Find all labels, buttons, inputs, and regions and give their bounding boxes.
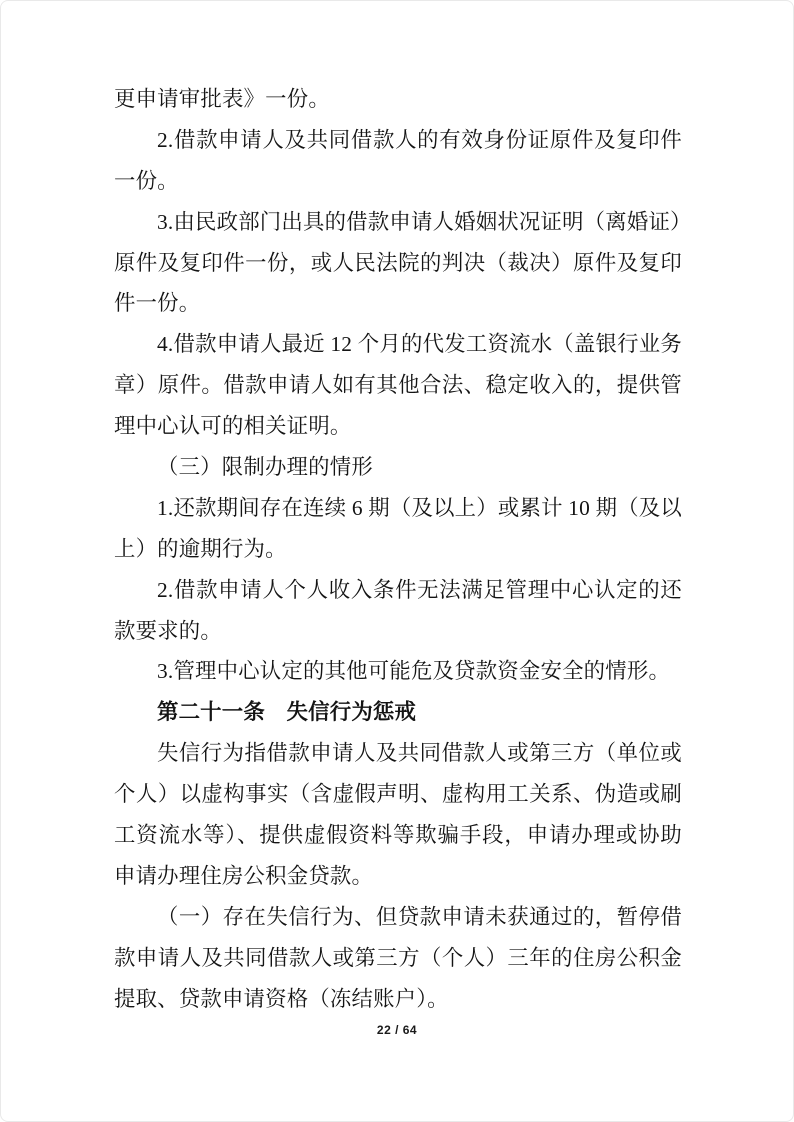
text-line: 工资流水等）、提供虚假资料等欺骗手段，申请办理或协助 [114, 823, 682, 848]
text-line: 3.管理中心认定的其他可能危及贷款资金安全的情形。 [157, 659, 671, 684]
text-line: 一份。 [114, 168, 179, 193]
document-content [114, 79, 692, 1019]
text-line: 上）的逾期行为。 [114, 536, 287, 561]
text-line: 原件及复印件一份，或人民法院的判决（裁决）原件及复印 [114, 250, 682, 275]
text-line: 更申请审批表》一份。 [114, 87, 330, 111]
article-heading: 第二十一条 失信行为惩戒 [157, 700, 417, 725]
text-line: （三）限制办理的情形 [157, 455, 373, 480]
page-footer [1, 1021, 793, 1039]
text-line: 提取、贷款申请资格（冻结账户）。 [114, 986, 449, 1011]
text-line: 章）原件。借款申请人如有其他合法、稳定收入的，提供管 [114, 373, 682, 398]
text-line: （一）存在失信行为、但贷款申请未获通过的，暂停借 [157, 904, 682, 929]
text-line: 个人）以虚构事实（含虚假声明、虚构用工关系、伪造或刷 [114, 782, 682, 807]
text-line: 件一份。 [114, 291, 201, 316]
text-line: 4.借款申请人最近 12 个月的代发工资流水（盖银行业务 [157, 332, 682, 357]
page-number: 22 / 64 [376, 1023, 418, 1037]
text-line: 申请办理住房公积金贷款。 [114, 863, 374, 888]
text-line: 1.还款期间存在连续 6 期（及以上）或累计 10 期（及以 [157, 495, 682, 520]
text-line: 3.由民政部门出具的借款申请人婚姻状况证明（离婚证） [157, 209, 692, 234]
text-line: 失信行为指借款申请人及共同借款人或第三方（单位或 [157, 741, 682, 766]
text-line: 2.借款申请人个人收入条件无法满足管理中心认定的还 [157, 577, 682, 602]
text-line: 2.借款申请人及共同借款人的有效身份证原件及复印件 [157, 127, 682, 152]
text-line: 款要求的。 [114, 618, 222, 643]
text-line: 理中心认可的相关证明。 [114, 414, 352, 439]
text-line: 款申请人及共同借款人或第三方（个人）三年的住房公积金 [114, 945, 682, 970]
